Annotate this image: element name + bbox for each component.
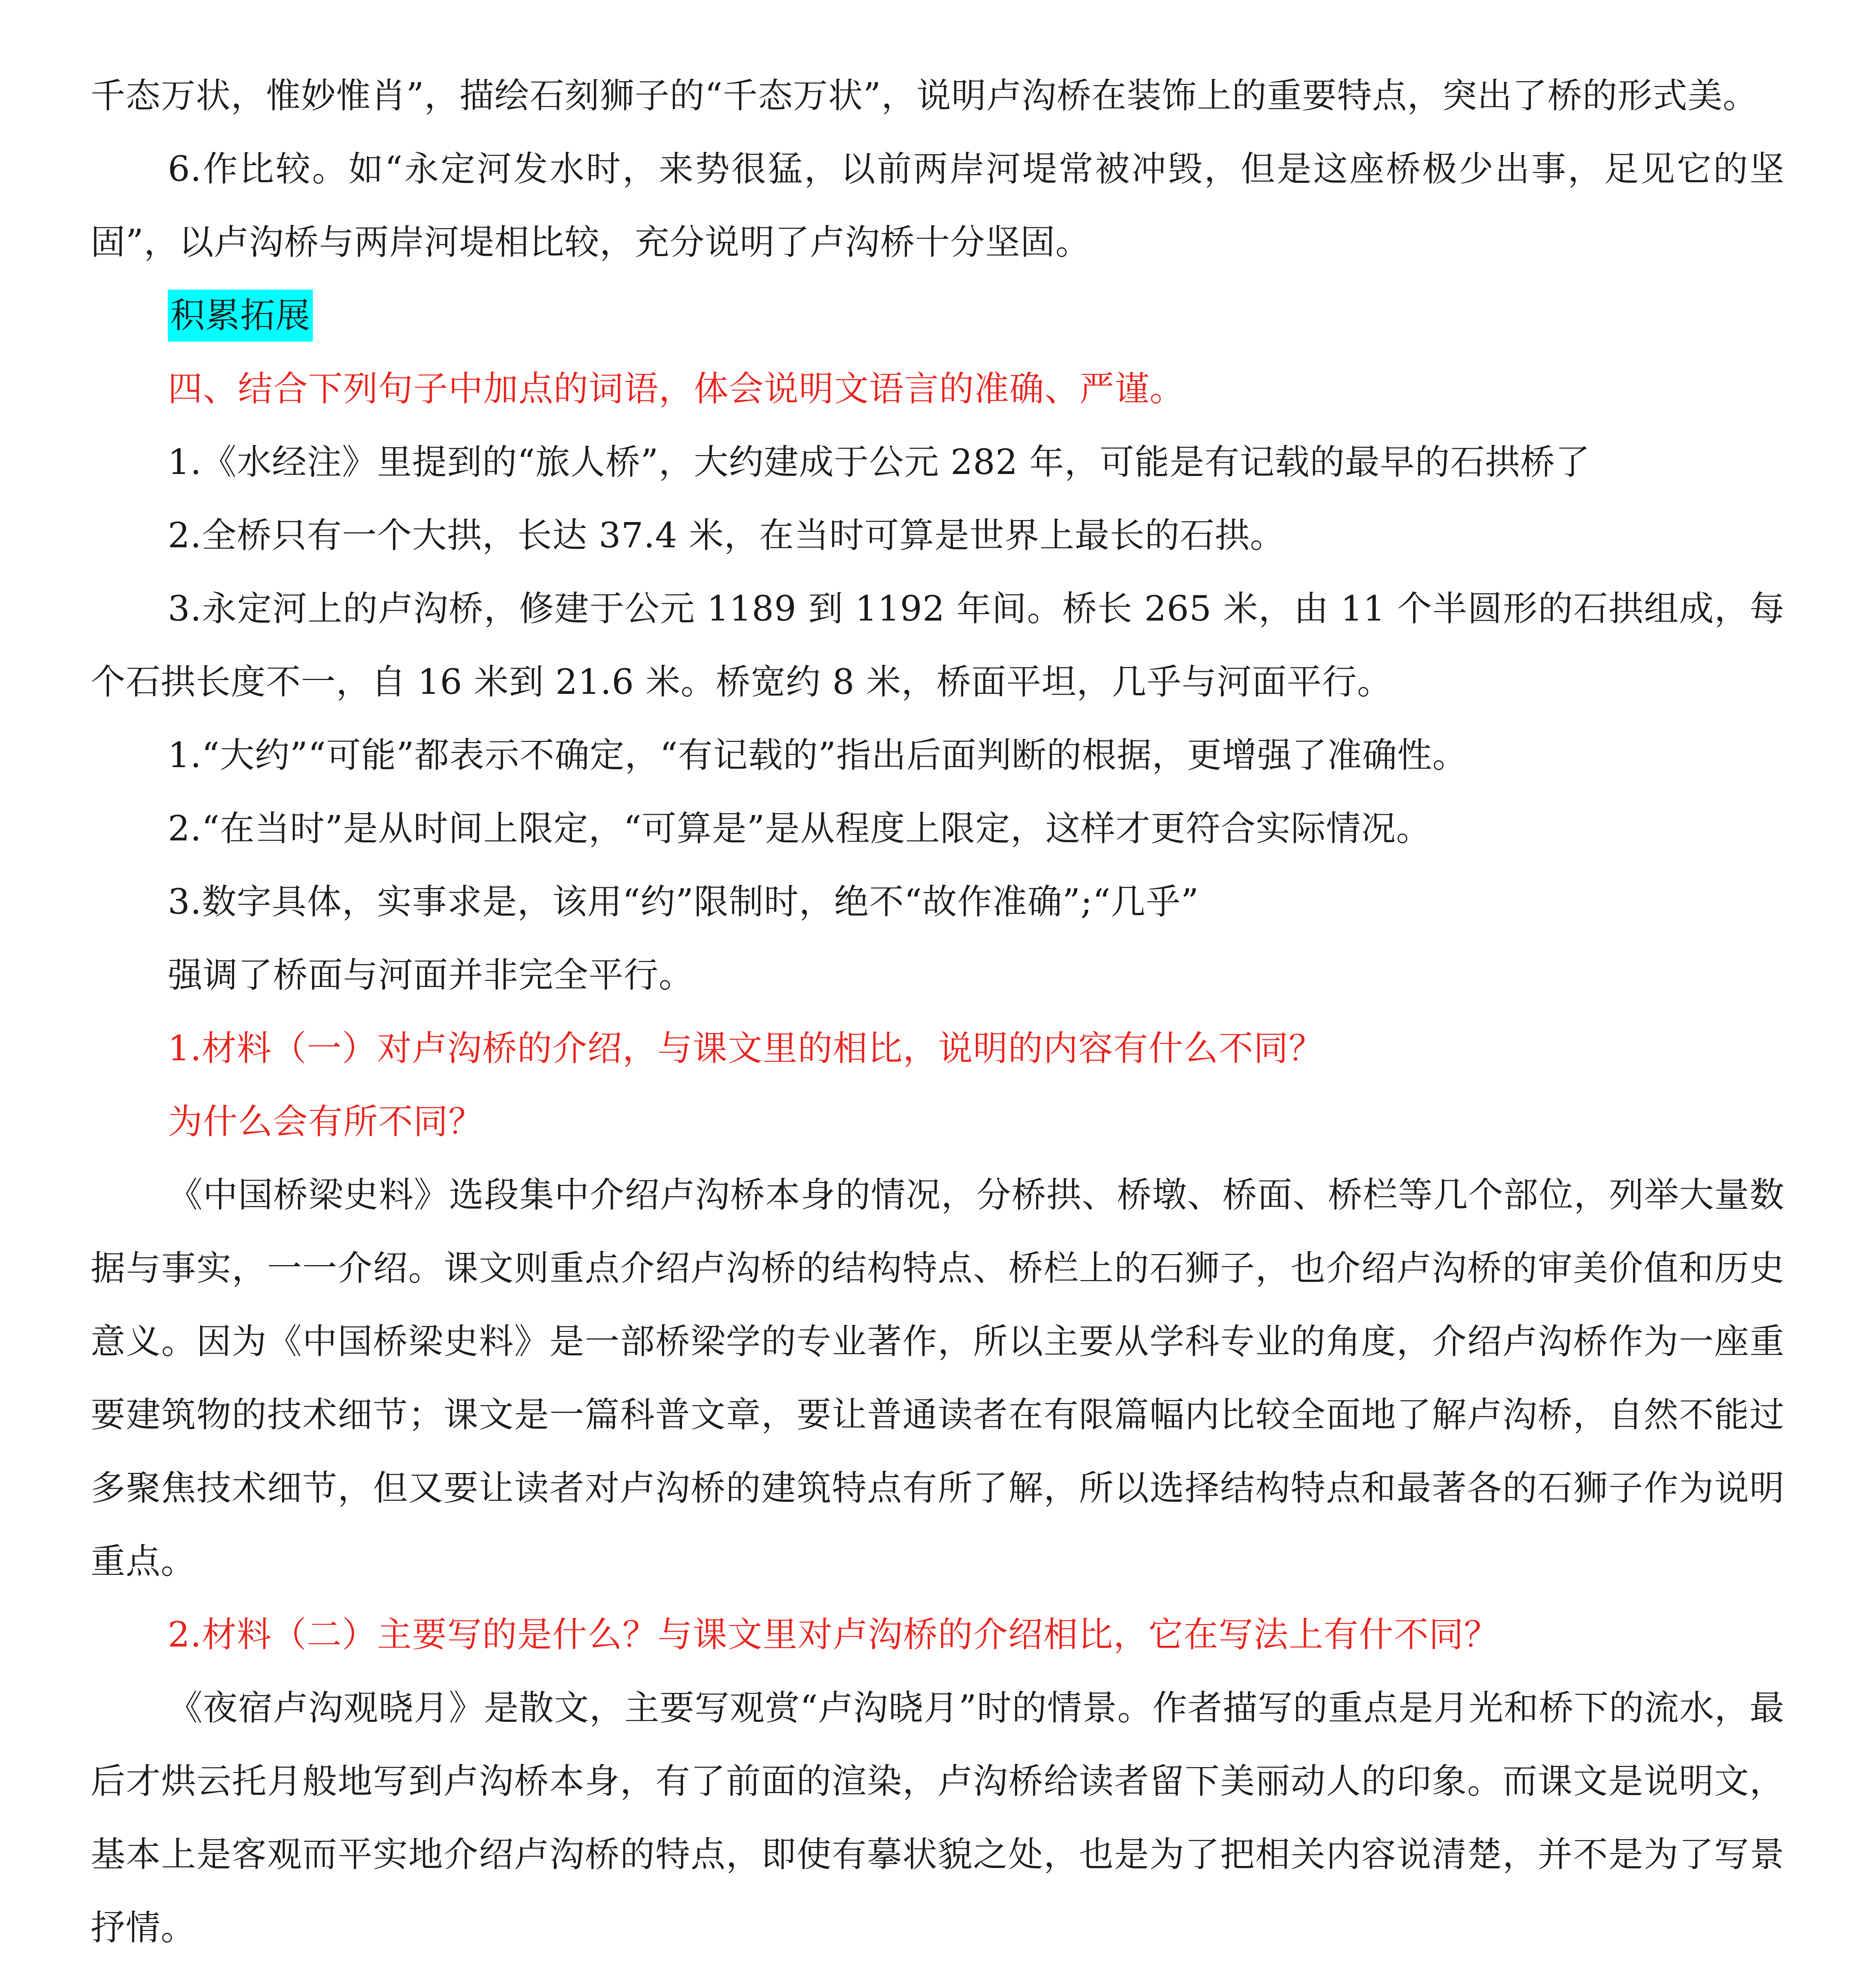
sentence-1: 1.《水经注》里提到的“旅人桥”，大约建成于公元 282 年，可能是有记载的最早的石拱桥了 xyxy=(168,442,1590,482)
highlight-label: 积累拓展 xyxy=(168,290,313,342)
document-page xyxy=(91,59,1785,1970)
material-one-question: 1.材料（一）对卢沟桥的介绍，与课文里的相比，说明的内容有什么不同？ xyxy=(168,1028,1324,1069)
material-one-answer: 《中国桥梁史料》选段集中介绍卢沟桥本身的情况，分桥拱、桥墩、桥面、桥栏等几个部位，列举大量数据与事实，一一介绍。课文则重点介绍卢沟桥的结构特点、桥栏上的石狮子，也介绍卢沟桥的审美价值和历史意义。因为《中国桥梁史料》是一部桥梁学的专业著作，所以主要从学科专业的角度，介绍卢沟桥作为一座重要建筑物的技术细节；课文是一篇科普文章，要让普通读者在有限篇幅内比较全面地了解卢沟桥，自然不能过多聚焦技术细节，但又要让读者对卢沟桥的建筑特点有所了解，所以选择结构特点和最著各的石狮子作为说明重点。 xyxy=(91,1175,1785,1582)
section-label-accumulate xyxy=(168,279,1785,352)
sentence-2: 2.全桥只有一个大拱，长达 37.4 米，在当时可算是世界上最长的石拱。 xyxy=(168,515,1285,556)
paragraph-comparison: 6.作比较。如“永定河发水时，来势很猛，以前两岸河堤常被冲毁，但是这座桥极少出事，足见它的坚固”，以卢沟桥与两岸河堤相比较，充分说明了卢沟桥十分坚固。 xyxy=(91,149,1785,262)
answer-3-continued: 强调了桥面与河面并非完全平行。 xyxy=(168,955,694,995)
answer-3: 3.数字具体，实事求是，该用“约”限制时，绝不“故作准确”;“几乎” xyxy=(168,881,1199,922)
paragraph-continuation: 千态万状，惟妙惟肖”，描绘石刻狮子的“千态万状”，说明卢沟桥在装饰上的重要特点，突出了桥的形式美。 xyxy=(91,75,1758,116)
answer-2: 2.“在当时”是从时间上限定，“可算是”是从程度上限定，这样才更符合实际情况。 xyxy=(168,808,1431,849)
material-two-answer: 《夜宿卢沟观晓月》是散文，主要写观赏“卢沟晓月”时的情景。作者描写的重点是月光和桥下的流水，最后才烘云托月般地写到卢沟桥本身，有了前面的渲染，卢沟桥给读者留下美丽动人的印象。而课文是说明文，基本上是客观而平实地介绍卢沟桥的特点，即使有摹状貌之处，也是为了把相关内容说清楚，并不是为了写景抒情。 xyxy=(91,1688,1785,1948)
material-two-question: 2.材料（二）主要写的是什么？与课文里对卢沟桥的介绍相比，它在写法上有什不同？ xyxy=(168,1614,1499,1655)
material-one-question-continued: 为什么会有所不同？ xyxy=(168,1101,484,1142)
sentence-3: 3.永定河上的卢沟桥，修建于公元 1189 到 1192 年间。桥长 265 米，由 11 个半圆形的石拱组成，每个石拱长度不一，自 16 米到 21.6 米。桥宽约 8 米，桥面平坦，几乎与河面平行。 xyxy=(91,588,1785,702)
answer-1: 1.“大约”“可能”都表示不确定，“有记载的”指出后面判断的根据，更增强了准确性。 xyxy=(168,735,1467,775)
question-four: 四、结合下列句子中加点的词语，体会说明文语言的准确、严谨。 xyxy=(168,368,1185,409)
section-gap xyxy=(91,1964,1785,1970)
